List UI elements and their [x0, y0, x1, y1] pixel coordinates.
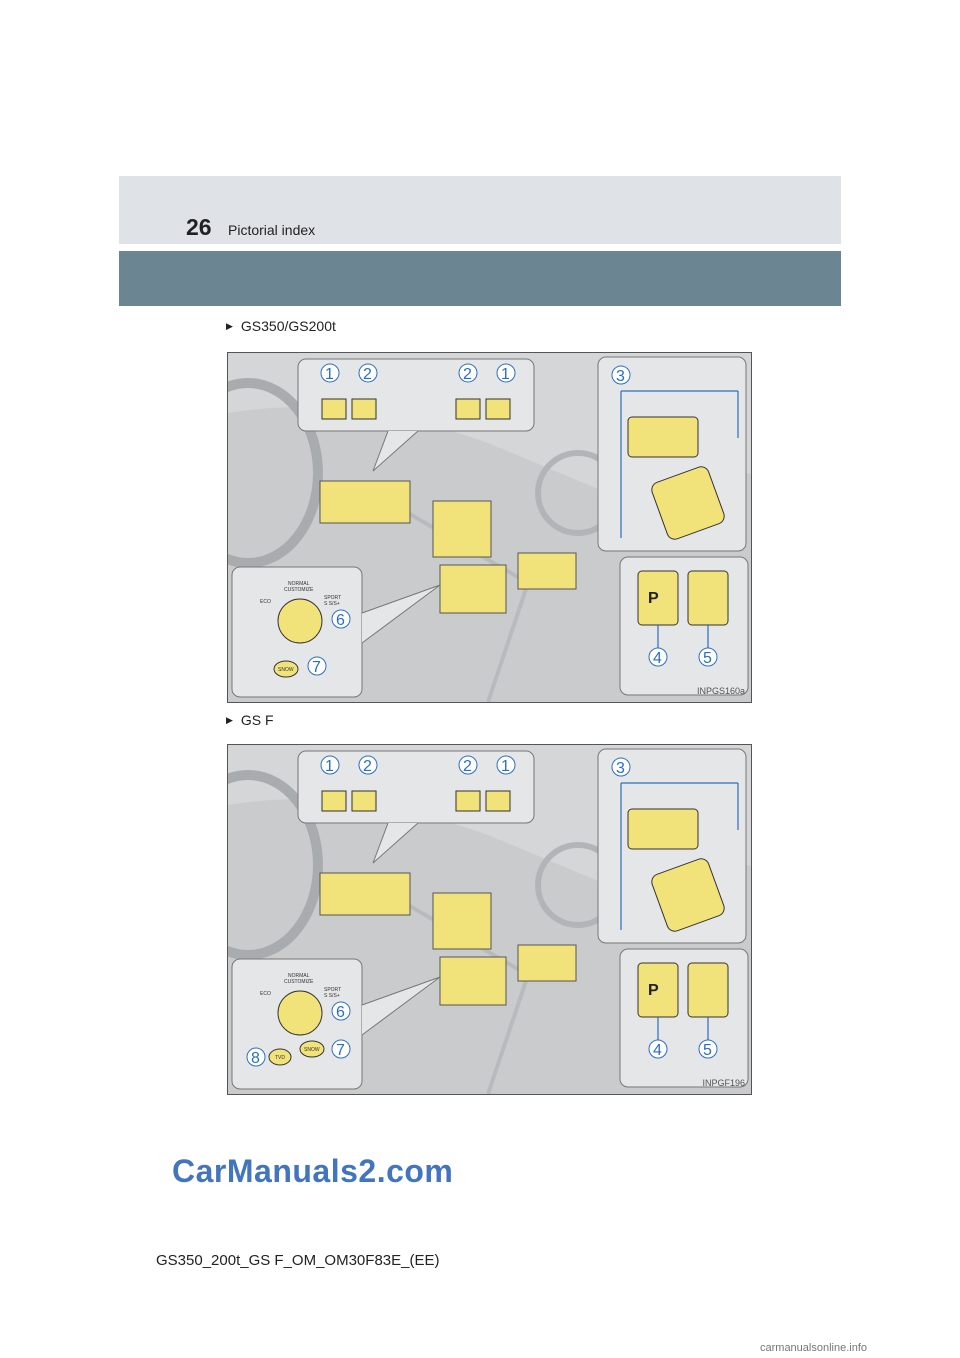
svg-text:2: 2 — [363, 366, 372, 383]
svg-text:1: 1 — [325, 758, 334, 775]
svg-text:2: 2 — [463, 758, 472, 775]
svg-text:2: 2 — [463, 366, 472, 383]
svg-text:8: 8 — [251, 1050, 260, 1067]
figure-code: INPGS160a — [696, 686, 745, 696]
svg-text:5: 5 — [703, 1042, 712, 1059]
svg-text:7: 7 — [336, 1042, 345, 1059]
shift-panel-highlight — [433, 893, 491, 949]
svg-text:5: 5 — [703, 650, 712, 667]
variant-heading-gsf — [226, 712, 274, 728]
seat-heater-switches-highlight — [320, 481, 410, 523]
drive-mode-dial-icon — [278, 599, 322, 643]
dial-label-eco: ECO — [260, 991, 271, 997]
dial-label-customize: CUSTOMIZE — [284, 587, 314, 593]
figure-gsf — [227, 744, 752, 1095]
dial-label-normal: NORMAL — [288, 581, 310, 587]
triangle-bullet-icon: ▶ — [226, 714, 233, 725]
dial-label-eco: ECO — [260, 599, 271, 605]
shift-panel-highlight — [433, 501, 491, 557]
tvd-button-label: TVD — [275, 1055, 285, 1061]
dial-label-sport-mode: S S/S+ — [324, 601, 340, 607]
footer-doc-code: GS350_200t_GS F_OM_OM30F83E_(EE) — [156, 1252, 440, 1269]
svg-text:3: 3 — [616, 760, 625, 777]
svg-text:1: 1 — [325, 366, 334, 383]
section-title: Pictorial index — [228, 222, 316, 238]
svg-text:P: P — [648, 590, 659, 607]
figure-code: INPGF196 — [702, 1078, 745, 1088]
section-band — [119, 251, 841, 306]
drive-mode-dial-icon — [278, 991, 322, 1035]
seat-heater-switches-highlight — [320, 873, 410, 915]
dial-label-sport: SPORT — [324, 595, 342, 601]
dial-label-customize: CUSTOMIZE — [284, 979, 314, 985]
svg-text:4: 4 — [653, 650, 662, 667]
svg-text:6: 6 — [336, 612, 345, 629]
svg-text:1: 1 — [501, 758, 510, 775]
variant-label: GS F — [240, 712, 274, 728]
site-watermark: carmanualsonline.info — [760, 1342, 868, 1354]
page-number: 26 — [186, 214, 212, 240]
figure-gs350 — [227, 352, 752, 703]
console-illustration — [228, 745, 751, 1094]
console-illustration — [228, 353, 751, 702]
variant-heading-gs350 — [226, 318, 336, 334]
dial-label-normal: NORMAL — [288, 973, 310, 979]
snow-button-label: SNOW — [304, 1047, 320, 1053]
parking-switch-highlight — [518, 945, 576, 981]
parking-switch-highlight — [518, 553, 576, 589]
dial-label-sport: SPORT — [324, 987, 342, 993]
drive-mode-highlight — [440, 957, 506, 1005]
dial-label-sport-mode: S S/S+ — [324, 993, 340, 999]
snow-button-label: SNOW — [278, 667, 294, 673]
svg-text:2: 2 — [363, 758, 372, 775]
watermark-logo: CarManuals2.com — [172, 1153, 454, 1189]
variant-label: GS350/GS200t — [240, 318, 336, 334]
svg-text:P: P — [648, 982, 659, 999]
svg-text:6: 6 — [336, 1004, 345, 1021]
svg-text:1: 1 — [501, 366, 510, 383]
triangle-bullet-icon: ▶ — [226, 320, 233, 331]
svg-text:4: 4 — [653, 1042, 662, 1059]
svg-text:7: 7 — [312, 659, 321, 676]
svg-text:3: 3 — [616, 368, 625, 385]
drive-mode-highlight — [440, 565, 506, 613]
